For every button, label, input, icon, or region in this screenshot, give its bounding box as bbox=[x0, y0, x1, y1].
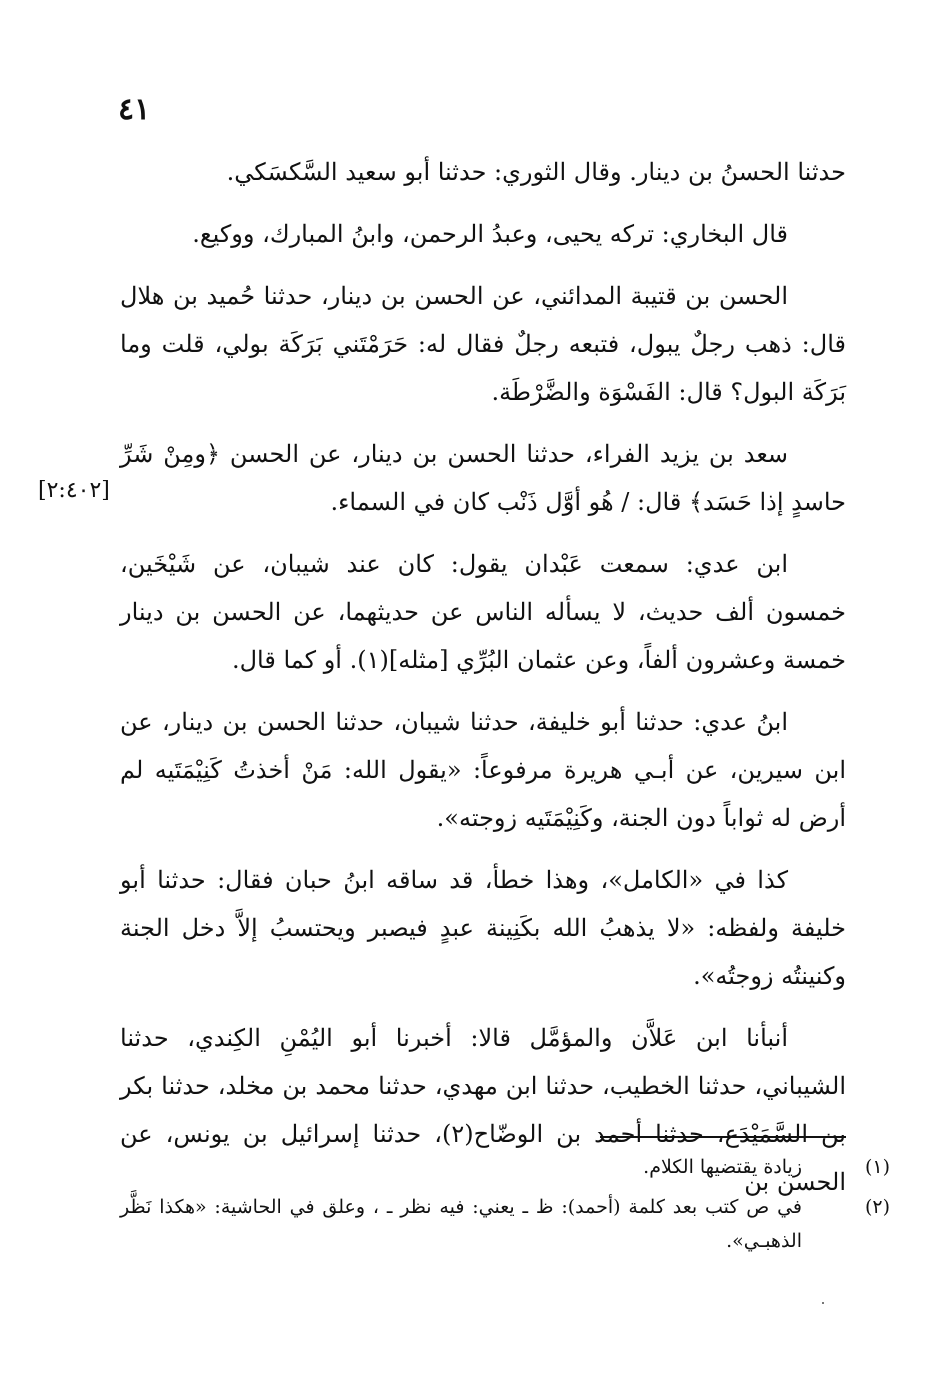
footnote-number: (٢) bbox=[864, 1196, 890, 1218]
paragraph: حدثنا الحسنُ بن دينار. وقال الثوري: حدثنا أبو سعيد السَّكسَكي. bbox=[226, 158, 846, 186]
paragraph: ابن عدي: سمعت عَبْدان يقول: كان عند شيبان، عن شَيْخَين، خمسون ألف حديث، لا يسأله الناس عن حديثهما، عن الحسن بن دينار خمسة وعشرون ألفاً، وعن عثمان البُرِّي [مثله](١). أو كما قال. bbox=[120, 550, 846, 674]
margin-reference: [٢:٤٠٢] bbox=[38, 478, 110, 503]
scan-speck bbox=[822, 1302, 824, 1304]
paragraph: الحسن بن قتيبة المدائني، عن الحسن بن دينار، حدثنا حُميد بن هلال قال: ذهب رجلٌ يبول، فتبعه رجلٌ فقال له: حَرَمْتَني بَرَكَة بولي، قلت وما بَرَكَة البول؟ قال: الفَسْوَة والضَّرْطَة. bbox=[120, 282, 846, 406]
main-text bbox=[120, 148, 890, 1220]
paragraph: كذا في «الكامل»، وهذا خطأ، قد ساقه ابنُ حبان فقال: حدثنا أبو خليفة ولفظه: «لا يذهبُ الله بكَنِينة عبدٍ فيصبر ويحتسبُ إلاَّ دخل الجنة وكنينتُه زوجتُه». bbox=[120, 866, 846, 990]
footnote bbox=[120, 1150, 890, 1184]
paragraph: قال البخاري: تركه يحيى، وعبدُ الرحمن، وابنُ المبارك، ووكيع. bbox=[192, 220, 788, 248]
footnote-text: في ص كتب بعد كلمة (أحمد): ظ ـ يعني: فيه نظر ـ ، وعلق في الحاشية: «هكذا نَظَّر الذهبـي». bbox=[120, 1196, 802, 1252]
paragraph: سعد بن يزيد الفراء، حدثنا الحسن بن دينار، عن الحسن ﴿ومِنْ شَرِّ حاسدٍ إذا حَسَد﴾ قال: / هُو أوَّل ذَنْب كان في السماء. bbox=[120, 440, 846, 516]
footnote-divider bbox=[600, 1136, 846, 1138]
footnote-text: زيادة يقتضيها الكلام. bbox=[643, 1156, 802, 1178]
footnote bbox=[120, 1190, 890, 1258]
paragraph: أنبأنا ابن عَلاَّن والمؤمَّل قالا: أخبرنا أبو اليُمْنِ الكِندي، حدثنا الشيباني، حدثنا الخطيب، حدثنا ابن مهدي، حدثنا محمد بن مخلد، حدثنا بكر بن السَّمَيْدَع، حدثنا أحمد بن الوضّاح(٢)، حدثنا إسرائيل بن يونس، عن الحسن بن bbox=[120, 1024, 846, 1196]
page-number: ٤١ bbox=[118, 92, 151, 127]
footnote-number: (١) bbox=[864, 1156, 890, 1178]
footnotes bbox=[120, 1150, 890, 1264]
paragraph: ابنُ عدي: حدثنا أبو خليفة، حدثنا شيبان، حدثنا الحسن بن دينار، عن ابن سيرين، عن أبـي هريرة مرفوعاً: «يقول الله: مَنْ أخذتُ كَنِيْمَتَيه لم أرض له ثواباً دون الجنة، وكَنِيْمَتَيه زوجته». bbox=[120, 708, 846, 832]
